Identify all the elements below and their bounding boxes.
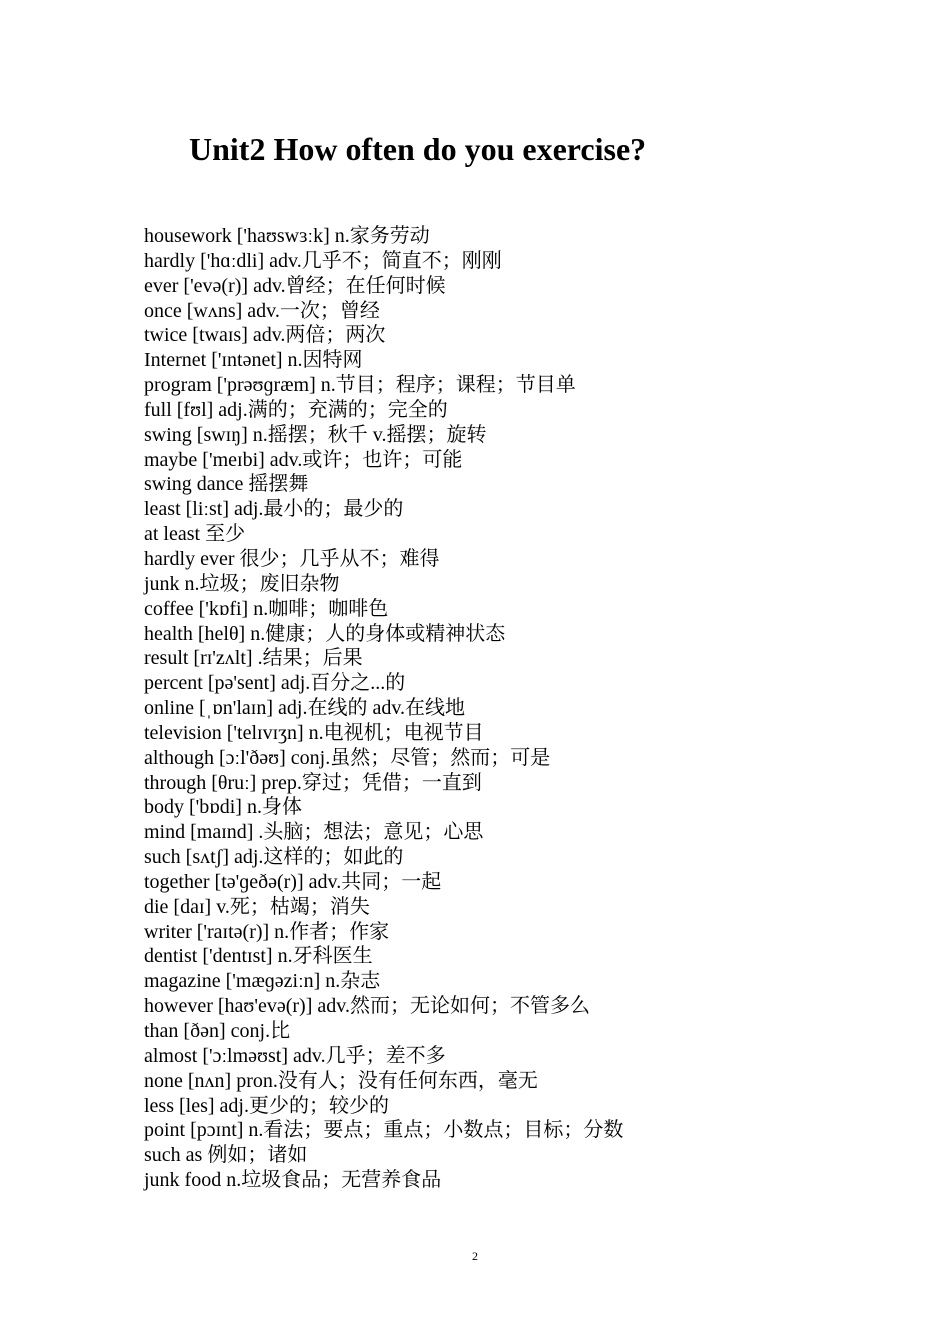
- vocab-entry: once [wʌns] adv.一次；曾经: [144, 299, 380, 322]
- vocab-entry: television ['telɪvɪʒn] n.电视机；电视节目: [144, 721, 484, 744]
- vocab-entry: swing [swɪŋ] n.摇摆；秋千 v.摇摆；旋转: [144, 423, 487, 446]
- page-number: 2: [472, 1249, 478, 1263]
- vocab-entry: twice [twaɪs] adv.两倍；两次: [144, 324, 386, 347]
- page-title: Unit2 How often do you exercise?: [189, 131, 647, 167]
- vocab-entry: result [rɪ'zʌlt] .结果；后果: [144, 647, 363, 670]
- vocab-entry: together [tə'ɡeðə(r)] adv.共同；一起: [144, 870, 442, 893]
- vocab-entry: coffee ['kɒfi] n.咖啡；咖啡色: [144, 597, 389, 620]
- vocab-entry: writer ['raɪtə(r)] n.作者；作家: [144, 920, 390, 943]
- vocab-entry: junk food n.垃圾食品；无营养食品: [144, 1169, 442, 1192]
- vocab-entry: program ['prəʊɡræm] n.节目；程序；课程；节目单: [144, 374, 576, 397]
- vocab-entry: junk n.垃圾；废旧杂物: [144, 572, 340, 595]
- vocab-entry: less [les] adj.更少的；较少的: [144, 1094, 389, 1117]
- vocab-entry: body ['bɒdi] n.身体: [144, 796, 302, 819]
- vocab-entry: mind [maɪnd] .头脑；想法；意见；心思: [144, 821, 484, 844]
- vocab-entry: ever ['evə(r)] adv.曾经；在任何时候: [144, 274, 446, 297]
- vocab-entry: online [ˌɒn'laɪn] adj.在线的 adv.在线地: [144, 697, 466, 720]
- vocab-entry: health [helθ] n.健康；人的身体或精神状态: [144, 622, 506, 645]
- vocab-entry: hardly ['hɑːdli] adv.几乎不；简直不；刚刚: [144, 249, 502, 272]
- vocab-entry: none [nʌn] pron.没有人；没有任何东西，毫无: [144, 1069, 538, 1092]
- vocab-entry: almost ['ɔːlməʊst] adv.几乎；差不多: [144, 1044, 446, 1067]
- vocab-entry: full [fʊl] adj.满的；充满的；完全的: [144, 398, 448, 421]
- vocab-entry: percent [pə'sent] adj.百分之...的: [144, 672, 406, 695]
- vocabulary-list: [144, 224, 623, 1193]
- vocab-entry: maybe ['meɪbi] adv.或许；也许；可能: [144, 448, 463, 471]
- vocab-entry: than [ðən] conj.比: [144, 1020, 291, 1042]
- vocab-entry: dentist ['dentɪst] n.牙科医生: [144, 945, 373, 968]
- vocab-entry: least [liːst] adj.最小的；最少的: [144, 498, 404, 521]
- vocab-entry: at least 至少: [144, 523, 246, 546]
- vocab-entry: housework ['haʊswɜːk] n.家务劳动: [144, 225, 430, 247]
- vocab-entry: Internet ['ɪntənet] n.因特网: [144, 349, 363, 372]
- vocab-entry: hardly ever 很少；几乎从不；难得: [144, 547, 440, 570]
- vocab-entry: magazine ['mæɡəziːn] n.杂志: [144, 970, 381, 993]
- vocab-entry: however [haʊ'evə(r)] adv.然而；无论如何；不管多么: [144, 995, 590, 1018]
- vocab-entry: such as 例如；诸如: [144, 1144, 308, 1167]
- vocab-entry: point [pɔɪnt] n.看法；要点；重点；小数点；目标；分数: [144, 1119, 624, 1142]
- vocab-entry: die [daɪ] v.死；枯竭；消失: [144, 895, 370, 918]
- vocab-entry: swing dance 摇摆舞: [144, 473, 309, 496]
- vocab-entry: although [ɔːl'ðəʊ] conj.虽然；尽管；然而；可是: [144, 746, 551, 769]
- vocab-entry: through [θruː] prep.穿过；凭借；一直到: [144, 771, 482, 794]
- vocab-entry: such [sʌtʃ] adj.这样的；如此的: [144, 846, 404, 869]
